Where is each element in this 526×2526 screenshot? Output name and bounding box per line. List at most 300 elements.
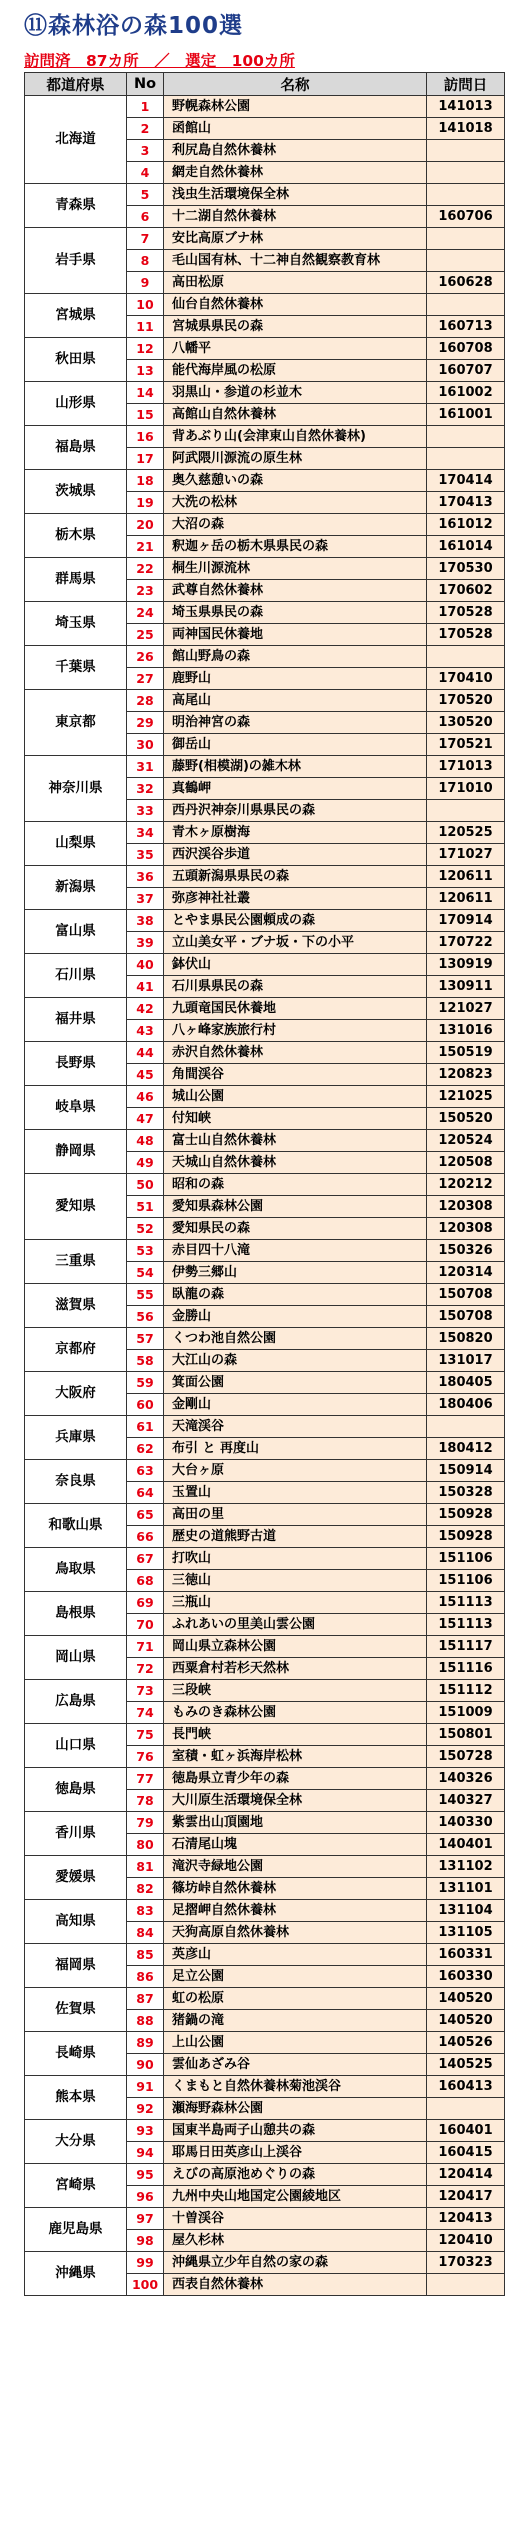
table-row	[25, 2120, 505, 2142]
number-cell: 32	[127, 778, 164, 800]
number-cell: 30	[127, 734, 164, 756]
forest-name-cell: 金剛山	[164, 1394, 427, 1416]
forest-name-cell: 天狗高原自然休養林	[164, 1922, 427, 1944]
visit-date-cell: 170528	[427, 602, 505, 624]
table-row	[25, 1174, 505, 1196]
forest-name-cell: 城山公園	[164, 1086, 427, 1108]
prefecture-cell: 静岡県	[25, 1130, 127, 1174]
visit-date-cell: 120410	[427, 2230, 505, 2252]
prefecture-cell: 和歌山県	[25, 1504, 127, 1548]
visit-date-cell: 131016	[427, 1020, 505, 1042]
forest-name-cell: 国東半島両子山憩共の森	[164, 2120, 427, 2142]
number-cell: 25	[127, 624, 164, 646]
prefecture-cell: 滋賀県	[25, 1284, 127, 1328]
prefecture-cell: 沖縄県	[25, 2252, 127, 2296]
visit-date-cell: 120314	[427, 1262, 505, 1284]
number-cell: 41	[127, 976, 164, 998]
table-row	[25, 184, 505, 206]
forest-name-cell: 箕面公園	[164, 1372, 427, 1394]
table-row	[25, 998, 505, 1020]
visit-date-cell: 180406	[427, 1394, 505, 1416]
forest-name-cell: 釈迦ヶ岳の栃木県県民の森	[164, 536, 427, 558]
visit-date-cell: 140330	[427, 1812, 505, 1834]
number-cell: 81	[127, 1856, 164, 1878]
visit-date-cell: 150801	[427, 1724, 505, 1746]
forest-name-cell: 仙台自然休養林	[164, 294, 427, 316]
forest-name-cell: 八ヶ峰家族旅行村	[164, 1020, 427, 1042]
table-row	[25, 96, 505, 118]
visit-date-cell: 150914	[427, 1460, 505, 1482]
forest-name-cell: 足立公園	[164, 1966, 427, 1988]
forest-name-cell: 西丹沢神奈川県県民の森	[164, 800, 427, 822]
number-cell: 37	[127, 888, 164, 910]
visit-date-cell	[427, 646, 505, 668]
prefecture-cell: 山形県	[25, 382, 127, 426]
table-row	[25, 1240, 505, 1262]
number-cell: 56	[127, 1306, 164, 1328]
table-row	[25, 1042, 505, 1064]
number-cell: 46	[127, 1086, 164, 1108]
visit-date-cell: 150326	[427, 1240, 505, 1262]
forest-name-cell: 網走自然休養林	[164, 162, 427, 184]
visit-date-cell	[427, 426, 505, 448]
prefecture-cell: 山梨県	[25, 822, 127, 866]
number-cell: 79	[127, 1812, 164, 1834]
number-cell: 85	[127, 1944, 164, 1966]
forest-name-cell: 大江山の森	[164, 1350, 427, 1372]
number-cell: 28	[127, 690, 164, 712]
visit-date-cell: 160415	[427, 2142, 505, 2164]
prefecture-cell: 青森県	[25, 184, 127, 228]
prefecture-cell: 大分県	[25, 2120, 127, 2164]
forest-name-cell: 英彦山	[164, 1944, 427, 1966]
forest-name-cell: 紫雲出山頂園地	[164, 1812, 427, 1834]
table-row	[25, 2076, 505, 2098]
number-cell: 92	[127, 2098, 164, 2120]
forest-name-cell: 赤目四十八滝	[164, 1240, 427, 1262]
number-cell: 53	[127, 1240, 164, 1262]
table-row	[25, 1460, 505, 1482]
visit-date-cell: 180405	[427, 1372, 505, 1394]
table-row	[25, 382, 505, 404]
prefecture-cell: 島根県	[25, 1592, 127, 1636]
prefecture-cell: 新潟県	[25, 866, 127, 910]
visit-date-cell: 170528	[427, 624, 505, 646]
prefecture-cell: 石川県	[25, 954, 127, 998]
number-cell: 17	[127, 448, 164, 470]
visit-date-cell	[427, 250, 505, 272]
prefecture-cell: 鹿児島県	[25, 2208, 127, 2252]
forest-name-cell: 高館山自然休養林	[164, 404, 427, 426]
table-row	[25, 1768, 505, 1790]
table-row	[25, 514, 505, 536]
visit-date-cell: 171010	[427, 778, 505, 800]
forest-name-cell: 五頭新潟県県民の森	[164, 866, 427, 888]
number-cell: 16	[127, 426, 164, 448]
number-cell: 19	[127, 492, 164, 514]
visit-date-cell	[427, 448, 505, 470]
column-header-visit-date: 訪問日	[427, 73, 505, 96]
number-cell: 33	[127, 800, 164, 822]
forest-name-cell: 高田松原	[164, 272, 427, 294]
visit-date-cell: 120508	[427, 1152, 505, 1174]
prefecture-cell: 福島県	[25, 426, 127, 470]
visit-date-cell	[427, 228, 505, 250]
visit-date-cell: 180412	[427, 1438, 505, 1460]
visit-date-cell: 150519	[427, 1042, 505, 1064]
forest-name-cell: 篠坊峠自然休養林	[164, 1878, 427, 1900]
table-row	[25, 756, 505, 778]
table-row	[25, 1504, 505, 1526]
forest-name-cell: 毛山国有林、十二神自然観察教育林	[164, 250, 427, 272]
prefecture-cell: 奈良県	[25, 1460, 127, 1504]
forest-name-cell: 大台ヶ原	[164, 1460, 427, 1482]
number-cell: 40	[127, 954, 164, 976]
number-cell: 100	[127, 2274, 164, 2296]
forest-name-cell: くつわ池自然公園	[164, 1328, 427, 1350]
prefecture-cell: 神奈川県	[25, 756, 127, 822]
number-cell: 62	[127, 1438, 164, 1460]
prefecture-cell: 香川県	[25, 1812, 127, 1856]
page-title: ⑪森林浴の森100選	[24, 13, 244, 39]
table-row	[25, 822, 505, 844]
number-cell: 57	[127, 1328, 164, 1350]
number-cell: 23	[127, 580, 164, 602]
visit-date-cell: 141013	[427, 96, 505, 118]
visit-date-cell: 170914	[427, 910, 505, 932]
visit-date-cell: 151113	[427, 1614, 505, 1636]
forest-name-cell: 玉置山	[164, 1482, 427, 1504]
visit-date-cell: 140520	[427, 2010, 505, 2032]
visit-date-cell: 150520	[427, 1108, 505, 1130]
number-cell: 12	[127, 338, 164, 360]
number-cell: 44	[127, 1042, 164, 1064]
table-row	[25, 866, 505, 888]
forest-name-cell: 立山美女平・ブナ坂・下の小平	[164, 932, 427, 954]
table-row	[25, 228, 505, 250]
forest-name-cell: 沖縄県立少年自然の家の森	[164, 2252, 427, 2274]
forest-name-cell: 御岳山	[164, 734, 427, 756]
forest-name-cell: もみのき森林公園	[164, 1702, 427, 1724]
visit-date-cell: 160708	[427, 338, 505, 360]
number-cell: 63	[127, 1460, 164, 1482]
forest-name-cell: 利尻島自然休養林	[164, 140, 427, 162]
prefecture-cell: 福井県	[25, 998, 127, 1042]
forest-name-cell: 付知峡	[164, 1108, 427, 1130]
table-row	[25, 2032, 505, 2054]
forest-name-cell: 阿武隈川源流の原生林	[164, 448, 427, 470]
forest-name-cell: 雲仙あざみ谷	[164, 2054, 427, 2076]
column-header-prefecture: 都道府県	[25, 73, 127, 96]
number-cell: 27	[127, 668, 164, 690]
number-cell: 22	[127, 558, 164, 580]
forest-name-cell: 能代海岸風の松原	[164, 360, 427, 382]
number-cell: 48	[127, 1130, 164, 1152]
number-cell: 71	[127, 1636, 164, 1658]
forest-name-cell: 野幌森林公園	[164, 96, 427, 118]
forest-name-cell: 奥久慈憩いの森	[164, 470, 427, 492]
table-row	[25, 1944, 505, 1966]
table-row	[25, 426, 505, 448]
forest-name-cell: 埼玉県県民の森	[164, 602, 427, 624]
visit-date-cell: 160401	[427, 2120, 505, 2142]
number-cell: 47	[127, 1108, 164, 1130]
visit-date-cell: 171013	[427, 756, 505, 778]
number-cell: 26	[127, 646, 164, 668]
forest-name-cell: 西粟倉村若杉天然林	[164, 1658, 427, 1680]
number-cell: 87	[127, 1988, 164, 2010]
table-row	[25, 558, 505, 580]
number-cell: 14	[127, 382, 164, 404]
visit-date-cell: 170530	[427, 558, 505, 580]
forest-name-cell: えびの高原池めぐりの森	[164, 2164, 427, 2186]
number-cell: 6	[127, 206, 164, 228]
number-cell: 66	[127, 1526, 164, 1548]
visit-date-cell: 160628	[427, 272, 505, 294]
prefecture-cell: 北海道	[25, 96, 127, 184]
table-row	[25, 1328, 505, 1350]
visit-date-cell: 150728	[427, 1746, 505, 1768]
number-cell: 97	[127, 2208, 164, 2230]
prefecture-cell: 長崎県	[25, 2032, 127, 2076]
number-cell: 82	[127, 1878, 164, 1900]
forest-name-cell: 虹の松原	[164, 1988, 427, 2010]
table-row	[25, 1988, 505, 2010]
visit-date-cell: 170602	[427, 580, 505, 602]
visit-summary: 訪問済 87カ所 ／ 選定 100カ所	[24, 52, 295, 70]
visit-date-cell: 150328	[427, 1482, 505, 1504]
prefecture-cell: 鳥取県	[25, 1548, 127, 1592]
number-cell: 43	[127, 1020, 164, 1042]
table-row	[25, 1900, 505, 1922]
forest-name-cell: 鹿野山	[164, 668, 427, 690]
number-cell: 65	[127, 1504, 164, 1526]
forest-name-cell: 高田の里	[164, 1504, 427, 1526]
prefecture-cell: 秋田県	[25, 338, 127, 382]
table-row	[25, 1812, 505, 1834]
table-row	[25, 1086, 505, 1108]
prefecture-cell: 岩手県	[25, 228, 127, 294]
visit-date-cell: 170410	[427, 668, 505, 690]
visit-date-cell: 150708	[427, 1306, 505, 1328]
visit-date-cell: 170722	[427, 932, 505, 954]
number-cell: 72	[127, 1658, 164, 1680]
table-row	[25, 954, 505, 976]
visit-date-cell: 140401	[427, 1834, 505, 1856]
prefecture-cell: 山口県	[25, 1724, 127, 1768]
forest-name-cell: 函館山	[164, 118, 427, 140]
forest-name-cell: 大沼の森	[164, 514, 427, 536]
visit-date-cell	[427, 162, 505, 184]
forest-name-cell: 長門峡	[164, 1724, 427, 1746]
forest-name-cell: 打吹山	[164, 1548, 427, 1570]
visit-date-cell: 131104	[427, 1900, 505, 1922]
number-cell: 5	[127, 184, 164, 206]
number-cell: 13	[127, 360, 164, 382]
number-cell: 38	[127, 910, 164, 932]
number-cell: 7	[127, 228, 164, 250]
forest-name-cell: 伊勢三郷山	[164, 1262, 427, 1284]
visit-date-cell: 161002	[427, 382, 505, 404]
number-cell: 73	[127, 1680, 164, 1702]
number-cell: 36	[127, 866, 164, 888]
number-cell: 42	[127, 998, 164, 1020]
visit-date-cell: 151117	[427, 1636, 505, 1658]
visit-date-cell: 151113	[427, 1592, 505, 1614]
visit-date-cell: 161012	[427, 514, 505, 536]
forest-name-cell: 安比高原ブナ林	[164, 228, 427, 250]
number-cell: 90	[127, 2054, 164, 2076]
prefecture-cell: 栃木県	[25, 514, 127, 558]
prefecture-cell: 岡山県	[25, 1636, 127, 1680]
number-cell: 70	[127, 1614, 164, 1636]
forest-name-cell: 足摺岬自然休養林	[164, 1900, 427, 1922]
visit-date-cell: 150928	[427, 1504, 505, 1526]
visit-date-cell	[427, 2098, 505, 2120]
table-row	[25, 602, 505, 624]
forest-name-cell: 西沢渓谷歩道	[164, 844, 427, 866]
visit-date-cell: 160331	[427, 1944, 505, 1966]
prefecture-cell: 佐賀県	[25, 1988, 127, 2032]
visit-date-cell: 130520	[427, 712, 505, 734]
number-cell: 3	[127, 140, 164, 162]
number-cell: 55	[127, 1284, 164, 1306]
visit-date-cell: 131102	[427, 1856, 505, 1878]
number-cell: 99	[127, 2252, 164, 2274]
visit-date-cell: 141018	[427, 118, 505, 140]
number-cell: 86	[127, 1966, 164, 1988]
prefecture-cell: 徳島県	[25, 1768, 127, 1812]
visit-date-cell	[427, 2274, 505, 2296]
prefecture-cell: 岐阜県	[25, 1086, 127, 1130]
forest-name-cell: 十二湖自然休養林	[164, 206, 427, 228]
visit-date-cell: 170413	[427, 492, 505, 514]
forest-name-cell: 高尾山	[164, 690, 427, 712]
number-cell: 98	[127, 2230, 164, 2252]
forest-name-cell: 八幡平	[164, 338, 427, 360]
forest-name-cell: 宮城県県民の森	[164, 316, 427, 338]
number-cell: 51	[127, 1196, 164, 1218]
forest-name-cell: 三徳山	[164, 1570, 427, 1592]
table-row	[25, 1856, 505, 1878]
visit-date-cell: 131101	[427, 1878, 505, 1900]
prefecture-cell: 宮城県	[25, 294, 127, 338]
visit-date-cell: 160330	[427, 1966, 505, 1988]
visit-date-cell: 140326	[427, 1768, 505, 1790]
number-cell: 77	[127, 1768, 164, 1790]
number-cell: 34	[127, 822, 164, 844]
prefecture-cell: 京都府	[25, 1328, 127, 1372]
visit-date-cell	[427, 800, 505, 822]
forest-name-cell: 愛知県民の森	[164, 1218, 427, 1240]
number-cell: 74	[127, 1702, 164, 1724]
forest-name-cell: 角間渓谷	[164, 1064, 427, 1086]
number-cell: 96	[127, 2186, 164, 2208]
prefecture-cell: 群馬県	[25, 558, 127, 602]
number-cell: 35	[127, 844, 164, 866]
number-cell: 60	[127, 1394, 164, 1416]
forest-name-cell: 室積・虹ヶ浜海岸松林	[164, 1746, 427, 1768]
visit-date-cell: 150928	[427, 1526, 505, 1548]
table-header-row	[25, 73, 505, 96]
prefecture-cell: 千葉県	[25, 646, 127, 690]
forest-name-cell: 鉢伏山	[164, 954, 427, 976]
forest-name-cell: 武尊自然休養林	[164, 580, 427, 602]
number-cell: 78	[127, 1790, 164, 1812]
number-cell: 61	[127, 1416, 164, 1438]
forest-name-cell: 歴史の道熊野古道	[164, 1526, 427, 1548]
number-cell: 67	[127, 1548, 164, 1570]
number-cell: 2	[127, 118, 164, 140]
number-cell: 8	[127, 250, 164, 272]
number-cell: 18	[127, 470, 164, 492]
forest-name-cell: 九州中央山地国定公園綾地区	[164, 2186, 427, 2208]
table-row	[25, 690, 505, 712]
forest-list-table	[24, 72, 505, 2296]
prefecture-cell: 富山県	[25, 910, 127, 954]
table-row	[25, 2252, 505, 2274]
forest-name-cell: 大川原生活環境保全林	[164, 1790, 427, 1812]
table-row	[25, 338, 505, 360]
forest-name-cell: 臥龍の森	[164, 1284, 427, 1306]
visit-date-cell: 120413	[427, 2208, 505, 2230]
number-cell: 15	[127, 404, 164, 426]
number-cell: 21	[127, 536, 164, 558]
column-header-number: No	[127, 73, 164, 96]
prefecture-cell: 高知県	[25, 1900, 127, 1944]
number-cell: 80	[127, 1834, 164, 1856]
visit-date-cell: 121025	[427, 1086, 505, 1108]
number-cell: 91	[127, 2076, 164, 2098]
number-cell: 9	[127, 272, 164, 294]
forest-name-cell: 九頭竜国民休養地	[164, 998, 427, 1020]
prefecture-cell: 三重県	[25, 1240, 127, 1284]
visit-date-cell: 140526	[427, 2032, 505, 2054]
visit-date-cell: 120308	[427, 1196, 505, 1218]
table-row	[25, 470, 505, 492]
forest-name-cell: 藤野(相模湖)の雑木林	[164, 756, 427, 778]
number-cell: 24	[127, 602, 164, 624]
forest-name-cell: 赤沢自然休養林	[164, 1042, 427, 1064]
table-row	[25, 1636, 505, 1658]
prefecture-cell: 広島県	[25, 1680, 127, 1724]
number-cell: 29	[127, 712, 164, 734]
visit-date-cell: 121027	[427, 998, 505, 1020]
forest-name-cell: 徳島県立青少年の森	[164, 1768, 427, 1790]
number-cell: 59	[127, 1372, 164, 1394]
forest-name-cell: 両神国民休養地	[164, 624, 427, 646]
number-cell: 31	[127, 756, 164, 778]
number-cell: 1	[127, 96, 164, 118]
number-cell: 84	[127, 1922, 164, 1944]
forest-name-cell: 天城山自然休養林	[164, 1152, 427, 1174]
column-header-name: 名称	[164, 73, 427, 96]
table-row	[25, 1592, 505, 1614]
forest-name-cell: 屋久杉林	[164, 2230, 427, 2252]
visit-date-cell: 160707	[427, 360, 505, 382]
number-cell: 83	[127, 1900, 164, 1922]
visit-date-cell: 170323	[427, 2252, 505, 2274]
visit-date-cell: 140327	[427, 1790, 505, 1812]
forest-name-cell: 石清尾山塊	[164, 1834, 427, 1856]
forest-name-cell: 背あぶり山(会津東山自然休養林)	[164, 426, 427, 448]
prefecture-cell: 長野県	[25, 1042, 127, 1086]
visit-date-cell: 120525	[427, 822, 505, 844]
forest-name-cell: 西表自然休養林	[164, 2274, 427, 2296]
table-row	[25, 2208, 505, 2230]
forest-name-cell: 浅虫生活環境保全林	[164, 184, 427, 206]
visit-date-cell: 120611	[427, 888, 505, 910]
